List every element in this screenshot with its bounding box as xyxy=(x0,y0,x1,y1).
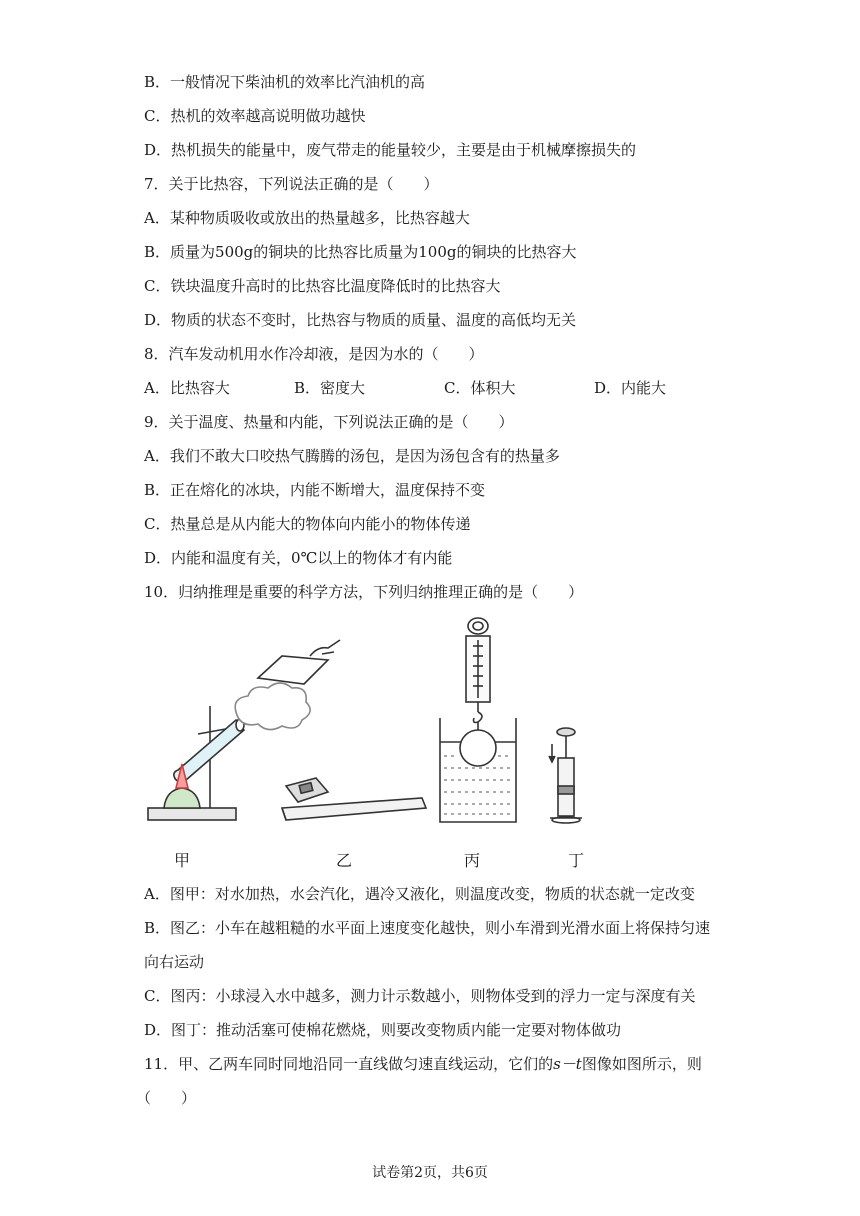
q6-option-b: B．一般情况下柴油机的效率比汽油机的高 xyxy=(144,73,426,91)
q10-option-c: C．图丙：小球浸入水中越多，测力计示数越小，则物体受到的浮力一定与深度有关 xyxy=(144,987,696,1005)
q9-option-c: C．热量总是从内能大的物体向内能小的物体传递 xyxy=(144,515,471,533)
q10-option-a: A．图甲：对水加热，水会汽化，遇冷又液化，则温度改变，物质的状态就一定改变 xyxy=(144,885,695,903)
figure-yi-cart-on-track xyxy=(282,778,426,820)
q11-answer-paren: （ ） xyxy=(136,1089,197,1107)
q9-option-a: A．我们不敢大口咬热气腾腾的汤包，是因为汤包含有的热量多 xyxy=(144,447,560,465)
q9-option-b: B．正在熔化的冰块，内能不断增大，温度保持不变 xyxy=(144,481,486,499)
caption-jia: 甲 xyxy=(174,851,191,870)
q6-option-c: C．热机的效率越高说明做功越快 xyxy=(144,107,366,125)
q10-option-d: D．图丁：推动活塞可使棉花燃烧，则要改变物质内能一定要对物体做功 xyxy=(144,1021,622,1039)
caption-ding: 丁 xyxy=(568,851,585,870)
q10-stem: 10．归纳推理是重要的科学方法，下列归纳推理正确的是（ ） xyxy=(144,583,584,601)
q6-option-d: D．热机损失的能量中，废气带走的能量较少，主要是由于机械摩擦损失的 xyxy=(144,141,637,159)
q11-stem-text-end: 图像如图所示，则 xyxy=(581,1055,702,1073)
q11-stem xyxy=(144,1054,702,1074)
q7-option-b: B．质量为500g的铜块的比热容比质量为100g的铜块的比热容大 xyxy=(144,243,577,261)
q8-stem: 8．汽车发动机用水作冷却液，是因为水的（ ） xyxy=(144,345,484,363)
q7-option-a: A．某种物质吸收或放出的热量越多，比热容越大 xyxy=(144,209,470,227)
q11-stem-text: 11．甲、乙两车同时同地沿同一直线做匀速直线运动，它们的 xyxy=(144,1055,554,1073)
q7-option-d: D．物质的状态不变时，比热容与物质的质量、温度的高低均无关 xyxy=(144,311,577,329)
q8-option-d: D．内能大 xyxy=(594,379,667,397)
q7-stem: 7．关于比热容，下列说法正确的是（ ） xyxy=(144,175,439,193)
q7-option-c: C．铁块温度升高时的比热容比温度降低时的比热容大 xyxy=(144,277,501,295)
q8-option-c: C．体积大 xyxy=(444,379,516,397)
figure-bing-buoyancy-setup xyxy=(440,618,516,822)
figure-ding-piston-cylinder xyxy=(549,728,582,823)
q8-option-a: A．比热容大 xyxy=(144,379,230,397)
q9-option-d: D．内能和温度有关，0℃以上的物体才有内能 xyxy=(144,549,453,567)
caption-yi: 乙 xyxy=(336,851,353,870)
q10-figure xyxy=(140,612,740,880)
experiment-illustrations xyxy=(140,612,740,880)
q11-variable: s－t xyxy=(553,1055,582,1073)
page-footer: 试卷第2页，共6页 xyxy=(372,1165,488,1181)
q8-option-b: B．密度大 xyxy=(294,379,366,397)
q9-stem: 9．关于温度、热量和内能，下列说法正确的是（ ） xyxy=(144,413,514,431)
q10-option-b-line1: B．图乙：小车在越粗糙的水平面上速度变化越快，则小车滑到光滑水面上将保持匀速 xyxy=(144,919,711,937)
q10-option-b-line2: 向右运动 xyxy=(144,953,205,971)
caption-bing: 丙 xyxy=(464,851,481,870)
